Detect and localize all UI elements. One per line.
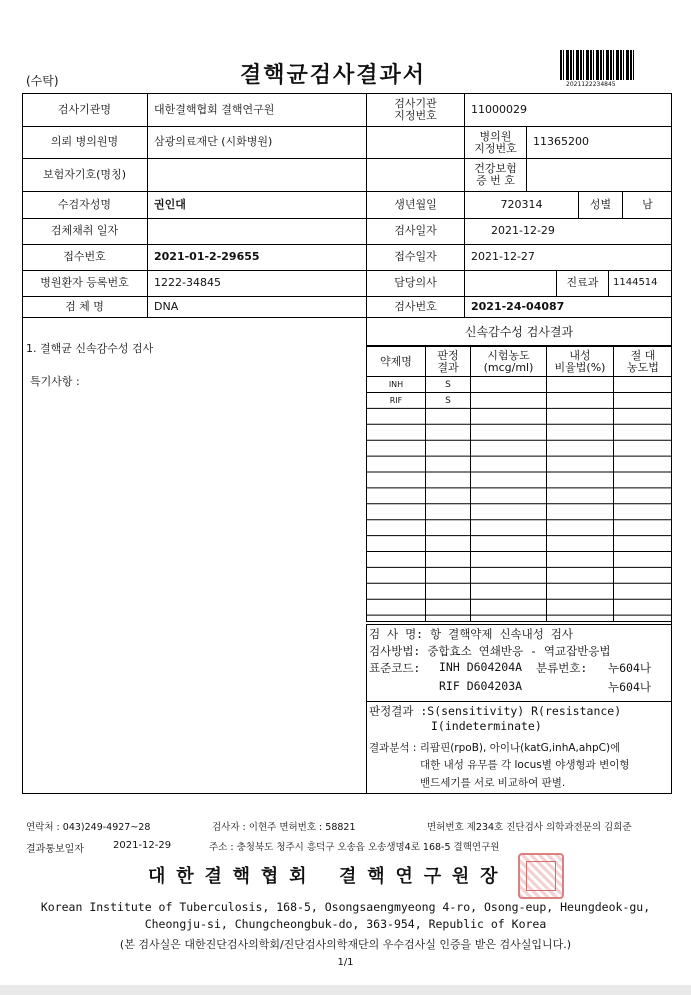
health-ins-label (465, 159, 526, 191)
address: 주소 : 충청북도 청주시 흥덕구 오송읍 오송생명4로 168-5 결핵연구원 (209, 842, 500, 853)
exam-org-code-value: 11000029 (471, 102, 527, 116)
report-date-label: 결과통보일자 (26, 844, 84, 855)
collect-date-label: 검체채취 일자 (50, 224, 119, 237)
contact-info: 연락처 : 043)249-4927~28 (26, 822, 151, 833)
std-code-label: 표준코드: (369, 661, 421, 675)
exam-org-code-label-1: 검사기관 (394, 96, 437, 110)
std-code-2: RIF D604203A (439, 679, 523, 693)
examiner-info: 검사자 : 이현주 면허번호 : 58821 (212, 822, 356, 833)
health-ins-label-1: 건강보험 (474, 162, 517, 175)
analysis-line-2: 대한 내성 유무를 각 locus별 야생형과 변이형 (420, 759, 630, 771)
judgment-line-2: I(indeterminate) (431, 719, 542, 733)
birth-value: 720314 (500, 197, 543, 211)
col-drug-header: 약제명 (380, 355, 412, 368)
exam-method-value: 중합효소 연쇄반응 - 역교잡반응법 (427, 644, 611, 658)
receipt-date-label: 접수일자 (394, 250, 437, 263)
health-ins-label-2: 증 번 호 (476, 174, 515, 187)
certification-note: (본 검사실은 대한진단검사의학회/진단검사의학재단의 우수검사실 인증을 받은 검사실입니다.) (119, 938, 572, 951)
dept-value: 1144514 (613, 277, 658, 288)
judgment-line-1: 판정결과 :S(sensitivity) R(resistance) (369, 704, 622, 718)
req-hospital-label: 의뢰 병의원명 (50, 135, 119, 148)
col-abs-header-2: 농도법 (627, 361, 659, 374)
exam-org-value: 대한결핵협회 결핵연구원 (154, 102, 275, 116)
col-conc-header-1: 시험농도 (487, 349, 530, 362)
receipt-stamp-label: (수탁) (26, 74, 59, 88)
col-ratio-header-1: 내성 (569, 349, 591, 362)
table-row-1-drug: INH (388, 379, 404, 389)
col-judgment-header-1: 판정 (437, 349, 459, 362)
exam-org-code-label (367, 93, 464, 126)
table-row-2-result: S (445, 395, 451, 406)
result-table-title: 신속감수성 검사결과 (464, 325, 574, 339)
col-conc-header (471, 347, 546, 377)
analysis-line-1: 결과분석 : 리팜핀(rpoB), 아이나(katG,inhA,ahpC)에 (369, 742, 621, 754)
method-text (369, 626, 611, 660)
patient-name-value: 권인대 (154, 197, 186, 211)
hospital-code-label-2: 지정번호 (474, 141, 517, 155)
dept-label: 진료과 (566, 276, 599, 289)
official-seal (518, 853, 564, 899)
exam-name-value: 항 결핵약제 신속내성 검사 (430, 627, 574, 641)
req-hospital-value: 삼광의료재단 (시화병원) (154, 135, 273, 148)
exam-date-label: 검사일자 (394, 224, 437, 237)
exam-org-label: 검사기관명 (57, 102, 112, 116)
col-abs-header-1: 절 대 (630, 349, 656, 362)
exam-method-label: 검사방법: (369, 644, 421, 658)
specimen-label: 검 체 명 (65, 300, 104, 313)
remarks-label: 특기사항 : (30, 375, 80, 388)
col-abs-header (614, 347, 672, 377)
exam-no-value: 2021-24-04087 (471, 300, 565, 313)
insured-value (148, 158, 366, 191)
english-address-2: Cheongju-si, Chungcheongbuk-do, 363-954, Republic of Korea (144, 917, 547, 931)
insured-label: 보험자기호(명칭) (43, 167, 126, 181)
barcode-number: 2021122234845 (566, 81, 616, 88)
receipt-no-label: 접수번호 (63, 250, 106, 263)
health-ins-value (527, 158, 672, 191)
english-address-1: Korean Institute of Tuberculosis, 168-5, Osongsaengmyeong 4-ro, Osong-eup, Heungdeok-gu, (40, 900, 651, 914)
receipt-no-value: 2021-01-2-29655 (154, 250, 260, 263)
barcode (560, 50, 636, 80)
col-conc-header-2: (mcg/ml) (483, 361, 534, 374)
org-name: 대 한 결 핵 협 회 결 핵 연 구 원 장 (148, 866, 498, 887)
doctor-value (465, 270, 556, 296)
receipt-date-value: 2021-12-27 (471, 250, 535, 263)
hospital-code-value: 11365200 (533, 135, 589, 148)
specialist-info: 면허번호 제234호 진단검사 의학과전문의 김희준 (427, 822, 632, 833)
col-ratio-header (547, 347, 613, 377)
patient-reg-value: 1222-34845 (154, 276, 221, 289)
doctor-label: 담당의사 (394, 276, 437, 289)
exam-name-label: 검 사 명: (369, 627, 424, 641)
page-number: 1/1 (337, 957, 354, 968)
hospital-code-label (465, 127, 526, 158)
page-title: 결핵균검사결과서 (240, 62, 427, 88)
patient-reg-label: 병원환자 등록번호 (40, 276, 129, 289)
patient-name-label: 수검자성명 (57, 197, 112, 211)
col-judgment-header-2: 결과 (437, 361, 459, 374)
exam-org-code-label-2: 지정번호 (394, 108, 437, 122)
class-2: 누604나 (608, 680, 651, 694)
table-row-2-drug: RIF (389, 395, 403, 405)
analysis-line-3: 밴드세기를 서로 비교하여 판별. (420, 777, 566, 789)
sex-value: 남 (642, 197, 653, 211)
exam-no-label: 검사번호 (394, 300, 437, 313)
collect-date-value (148, 218, 366, 244)
col-judgment-header (426, 347, 470, 377)
specimen-value: DNA (154, 300, 179, 313)
sex-label: 성별 (589, 197, 612, 211)
class-label: 분류번호: (536, 661, 588, 675)
std-code-1: INH D604204A (439, 660, 523, 674)
col-ratio-header-2: 비율법(%) (554, 361, 606, 374)
report-date-value: 2021-12-29 (113, 840, 172, 851)
test-item: 1. 결핵균 신속감수성 검사 (26, 342, 154, 355)
birth-label: 생년월일 (394, 197, 437, 211)
exam-date-value: 2021-12-29 (491, 224, 555, 237)
hospital-code-label-1: 병의원 (479, 129, 512, 143)
table-row-1-result: S (445, 379, 451, 390)
class-1: 누604나 (608, 661, 651, 675)
